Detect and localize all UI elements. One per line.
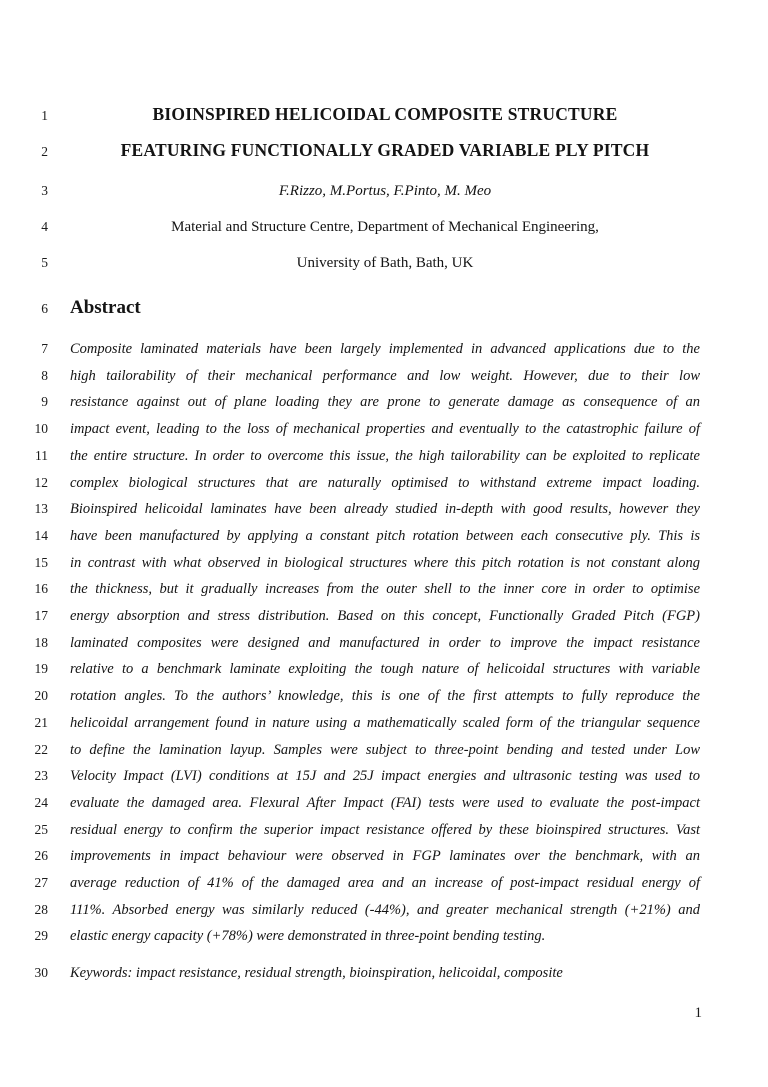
line-number: 7	[41, 341, 48, 356]
manuscript-line	[0, 960, 768, 987]
line-text: Material and Structure Centre, Department of Mechanical Engineering,	[171, 219, 599, 235]
line-text: rotation angles. To the authors’ knowledge, this is one of the first attempts to fully reproduce the	[70, 688, 700, 705]
line-text: FEATURING FUNCTIONALLY GRADED VARIABLE PLY PITCH	[120, 140, 650, 160]
line-text: evaluate the damaged area. Flexural After Impact (FAI) tests were used to evaluate the post-impact	[70, 794, 700, 811]
manuscript-line	[0, 133, 768, 169]
page-number: 1	[694, 1005, 702, 1021]
line-number: 15	[34, 554, 48, 570]
line-number: 21	[34, 714, 48, 730]
line-text: resistance against out of plane loading they are prone to generate damage as consequence of an	[70, 394, 700, 411]
line-text: complex biological structures that are naturally optimised to withstand extreme impact loading.	[70, 474, 700, 491]
manuscript-line	[0, 870, 768, 897]
line-number: 25	[34, 821, 48, 837]
line-number: 30	[34, 965, 48, 981]
manuscript-line	[0, 630, 768, 657]
line-number: 8	[41, 367, 48, 383]
line-number: 12	[34, 474, 48, 490]
line-text: Composite laminated materials have been largely implemented in advanced applications due to the	[70, 341, 700, 357]
manuscript-line	[0, 576, 768, 603]
line-number: 24	[34, 794, 48, 810]
line-text: Bioinspired helicoidal laminates have been already studied in-depth with good results, however they	[70, 501, 700, 518]
line-number: 23	[34, 768, 48, 784]
line-number: 6	[41, 301, 48, 316]
manuscript-line	[0, 336, 768, 363]
manuscript-line	[0, 710, 768, 737]
line-number: 22	[34, 741, 48, 757]
manuscript-line	[0, 843, 768, 870]
line-text: high tailorability of their mechanical performance and low weight. However, due to their low	[70, 367, 700, 384]
manuscript-line	[0, 817, 768, 844]
manuscript-line	[0, 443, 768, 470]
line-text: Keywords: impact resistance, residual strength, bioinspiration, helicoidal, composite	[70, 965, 563, 982]
manuscript-line	[0, 923, 768, 950]
manuscript-line	[0, 683, 768, 710]
line-number: 18	[34, 634, 48, 650]
manuscript-line	[0, 97, 768, 133]
line-text: relative to a benchmark laminate exploiting the tough nature of helicoidal structures with variable	[70, 661, 700, 678]
line-number: 20	[34, 688, 48, 704]
line-text: the thickness, but it gradually increases from the outer shell to the inner core in order to optimise	[70, 581, 700, 598]
line-number: 5	[41, 255, 48, 270]
line-number: 27	[34, 875, 48, 891]
manuscript-line	[0, 363, 768, 390]
line-text: Abstract	[70, 297, 141, 318]
line-number: 14	[34, 527, 48, 543]
line-text: helicoidal arrangement found in nature using a mathematically scaled form of the triangular sequence	[70, 714, 700, 731]
line-number: 4	[41, 219, 48, 234]
line-text: University of Bath, Bath, UK	[296, 255, 474, 271]
line-text: F.Rizzo, M.Portus, F.Pinto, M. Meo	[278, 183, 492, 199]
line-number: 3	[41, 183, 48, 198]
line-text: have been manufactured by applying a constant pitch rotation between each consecutive ply. This is	[70, 527, 700, 544]
line-number: 19	[34, 661, 48, 677]
line-number: 10	[34, 421, 48, 437]
line-text: BIOINSPIRED HELICOIDAL COMPOSITE STRUCTURE	[152, 104, 618, 124]
manuscript-line	[0, 763, 768, 790]
line-number: 13	[34, 501, 48, 517]
manuscript-line	[0, 603, 768, 630]
line-text: the entire structure. In order to overcome this issue, the high tailorability can be exploited to replicate	[70, 447, 700, 464]
manuscript-line	[0, 290, 768, 326]
line-number: 11	[35, 447, 48, 463]
line-number: 29	[34, 928, 48, 944]
manuscript-line	[0, 790, 768, 817]
line-text: to define the lamination layup. Samples were subject to three-point bending and tested under Low	[70, 741, 700, 758]
manuscript-line	[0, 416, 768, 443]
line-number: 17	[34, 608, 48, 624]
line-number: 28	[34, 901, 48, 917]
line-number: 16	[34, 581, 48, 597]
line-number: 26	[34, 848, 48, 864]
manuscript-line	[0, 173, 768, 209]
manuscript-line	[0, 550, 768, 577]
line-number: 1	[41, 108, 48, 123]
manuscript-line	[0, 470, 768, 497]
line-text: impact event, leading to the loss of mechanical properties and eventually to the catastrophic failure of	[70, 421, 700, 438]
line-text: Velocity Impact (LVI) conditions at 15J and 25J impact energies and ultrasonic testing was used to	[70, 768, 700, 785]
line-number: 9	[41, 394, 48, 410]
line-text: average reduction of 41% of the damaged area and an increase of post-impact residual energy of	[70, 875, 700, 892]
manuscript-line	[0, 897, 768, 924]
line-text: energy absorption and stress distribution. Based on this concept, Functionally Graded Pitch (FGP)	[70, 608, 700, 625]
line-text: elastic energy capacity (+78%) were demonstrated in three-point bending testing.	[70, 928, 546, 945]
manuscript-line	[0, 656, 768, 683]
line-text: laminated composites were designed and manufactured in order to improve the impact resistance	[70, 634, 700, 651]
line-text: 111%. Absorbed energy was similarly reduced (-44%), and greater mechanical strength (+21%) and	[70, 901, 700, 918]
line-text: residual energy to confirm the superior impact resistance offered by these bioinspired structures. Vast	[70, 821, 700, 838]
line-text: improvements in impact behaviour were observed in FGP laminates over the benchmark, with an	[70, 848, 700, 865]
line-text: in contrast with what observed in biological structures where this pitch rotation is not constant along	[70, 554, 700, 571]
line-number: 2	[41, 144, 48, 159]
manuscript-line	[0, 496, 768, 523]
manuscript-line	[0, 209, 768, 245]
manuscript-line	[0, 245, 768, 281]
manuscript-line	[0, 737, 768, 764]
manuscript-line	[0, 523, 768, 550]
manuscript-line	[0, 389, 768, 416]
